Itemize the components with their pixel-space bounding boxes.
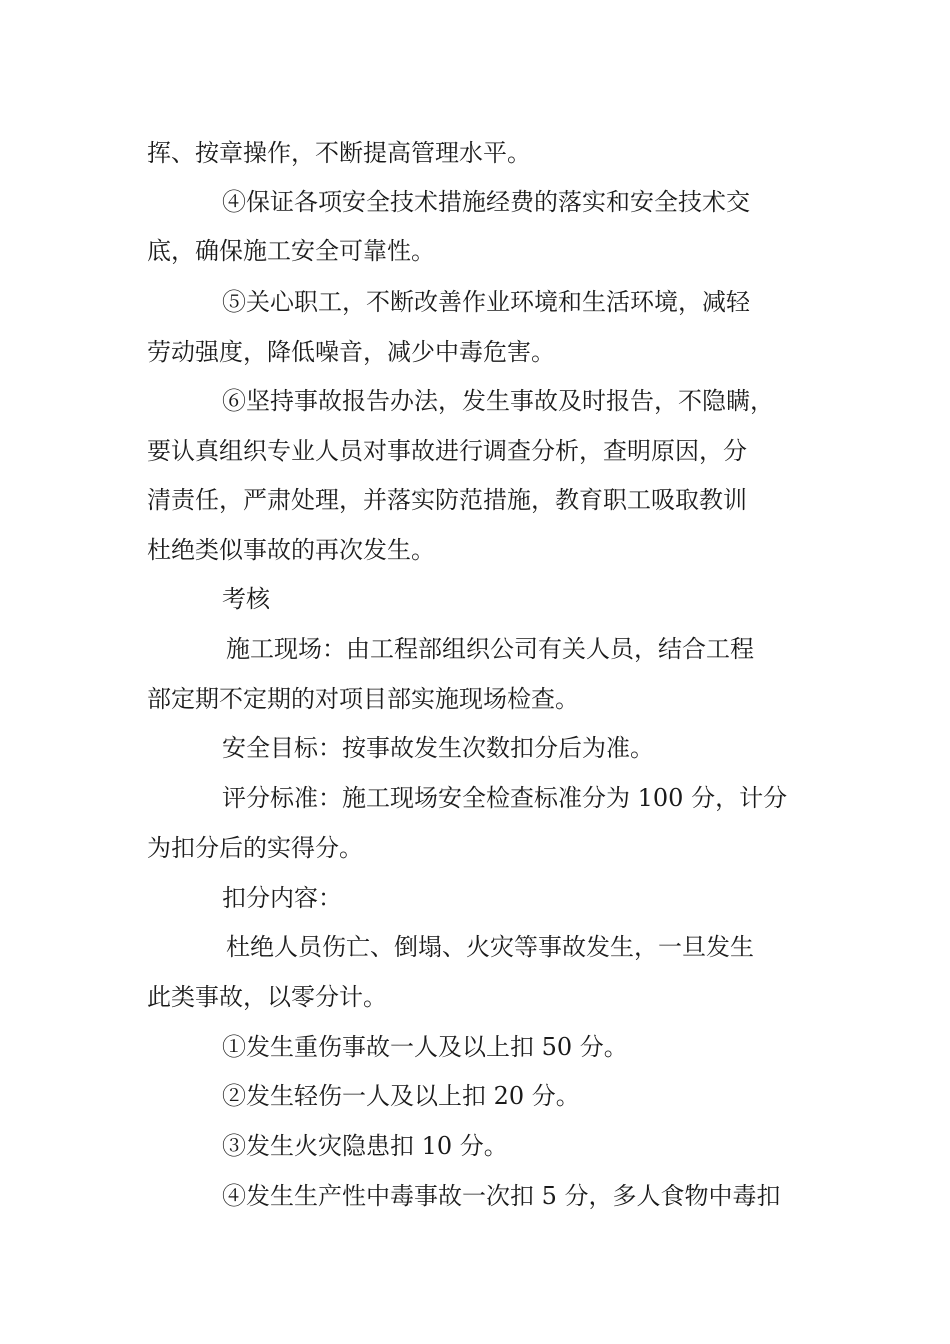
text-line: ④保证各项安全技术措施经费的落实和安全技术交 <box>222 188 750 216</box>
text-line: 扣分内容： <box>222 884 342 912</box>
text-line: ②发生轻伤一人及以上扣 20 分。 <box>222 1082 580 1110</box>
text-line: ⑤关心职工，不断改善作业环境和生活环境，减轻 <box>222 288 750 316</box>
section-heading: 考核 <box>222 585 270 613</box>
text-line: 挥、按章操作，不断提高管理水平。 <box>147 139 531 167</box>
text-line: 要认真组织专业人员对事故进行调查分析，查明原因，分 <box>147 437 747 465</box>
text-line: ④发生生产性中毒事故一次扣 5 分，多人食物中毒扣 <box>222 1182 781 1210</box>
text-line: 部定期不定期的对项目部实施现场检查。 <box>147 685 579 713</box>
text-line: 杜绝类似事故的再次发生。 <box>147 536 435 564</box>
text-line: 施工现场：由工程部组织公司有关人员，结合工程 <box>226 635 754 663</box>
text-line: 此类事故，以零分计。 <box>147 983 387 1011</box>
text-line: ③发生火灾隐患扣 10 分。 <box>222 1132 508 1160</box>
text-line: 安全目标：按事故发生次数扣分后为准。 <box>222 734 654 762</box>
text-line: 为扣分后的实得分。 <box>147 834 363 862</box>
text-line: ①发生重伤事故一人及以上扣 50 分。 <box>222 1033 628 1061</box>
text-line: 劳动强度，降低噪音，减少中毒危害。 <box>147 338 555 366</box>
text-line: 评分标准：施工现场安全检查标准分为 100 分，计分 <box>222 784 788 812</box>
text-line: ⑥坚持事故报告办法，发生事故及时报告，不隐瞒， <box>222 387 774 415</box>
text-line: 底，确保施工安全可靠性。 <box>147 237 435 265</box>
text-line: 清责任，严肃处理，并落实防范措施，教育职工吸取教训 <box>147 486 747 514</box>
text-line: 杜绝人员伤亡、倒塌、火灾等事故发生，一旦发生 <box>226 933 754 961</box>
